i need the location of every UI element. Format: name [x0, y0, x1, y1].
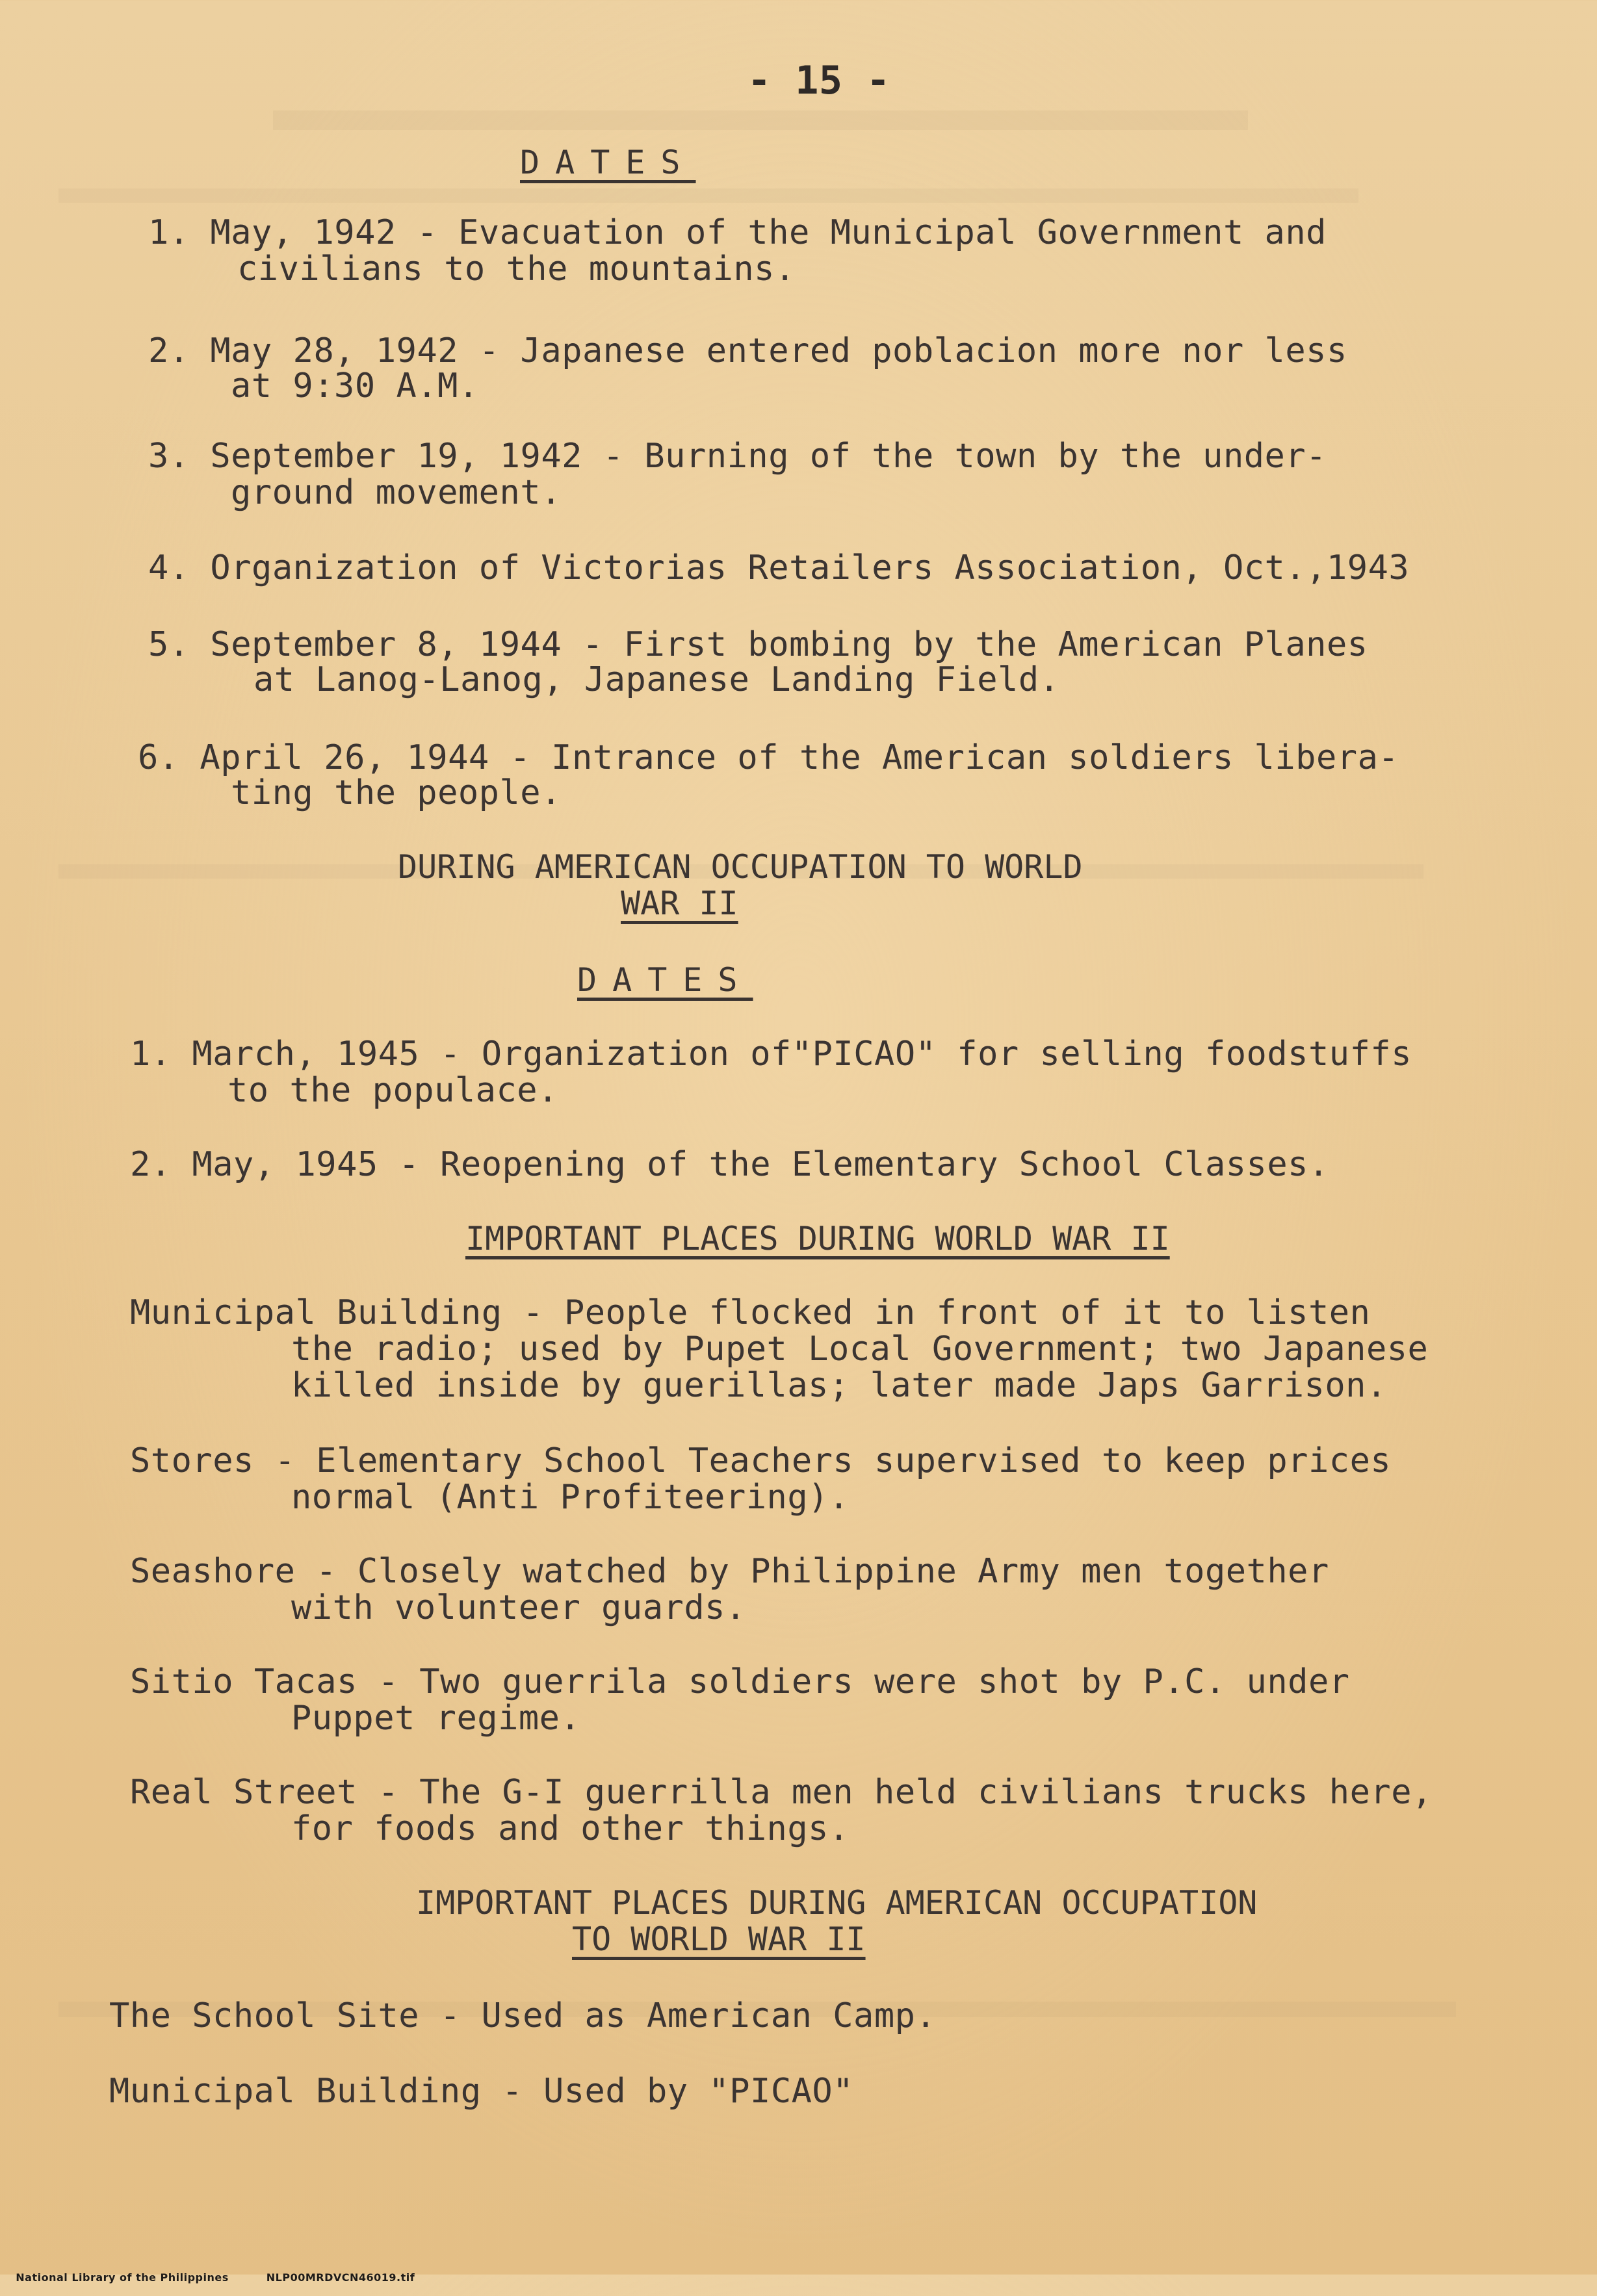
section4-title-line2: TO WORLD WAR II [572, 1920, 866, 1958]
section2-title-line1: DURING AMERICAN OCCUPATION TO WORLD [398, 848, 1083, 886]
section3-item-4-line2: Puppet regime. [291, 1699, 581, 1738]
section1-item-4-line1: 4. Organization of Victorias Retailers Association, Oct.,1943 [148, 548, 1410, 587]
section2-item-1-line2: to the populace. [227, 1071, 558, 1110]
bleed-through-texture [273, 110, 1248, 130]
section3-item-3-line2: with volunteer guards. [291, 1588, 746, 1627]
section3-item-2-line1: Stores - Elementary School Teachers supervised to keep prices [130, 1441, 1392, 1480]
section3-title: IMPORTANT PLACES DURING WORLD WAR II [465, 1220, 1170, 1258]
section2-title-line2: WAR II [621, 884, 738, 922]
section1-item-2-line2: at 9:30 A.M. [231, 367, 479, 406]
section1-item-5-line1: 5. September 8, 1944 - First bombing by the American Planes [148, 625, 1368, 664]
section4-item-2: Municipal Building - Used by "PICAO" [109, 2072, 854, 2111]
section1-item-1-line2: civilians to the mountains. [237, 250, 796, 289]
section3-item-1-line3: killed inside by guerillas; later made Japs Garrison. [291, 1366, 1387, 1405]
section1-item-2-line1: 2. May 28, 1942 - Japanese entered poblacion more nor less [148, 331, 1347, 370]
bleed-through-texture [58, 188, 1358, 203]
section1-item-3-line2: ground movement. [231, 473, 562, 512]
footer-library-name: National Library of the Philippines [16, 2271, 229, 2284]
scan-footer [0, 2259, 452, 2296]
section4-title-line1: IMPORTANT PLACES DURING AMERICAN OCCUPATION [416, 1884, 1258, 1922]
section1-item-3-line1: 3. September 19, 1942 - Burning of the town by the under- [148, 437, 1327, 476]
section1-item-6-line1: 6. April 26, 1944 - Intrance of the American soldiers libera- [138, 738, 1399, 777]
page-number: - 15 - [747, 58, 890, 103]
section1-item-1-line1: 1. May, 1942 - Evacuation of the Municipal Government and [148, 213, 1327, 252]
section2-item-2-line1: 2. May, 1945 - Reopening of the Elementary School Classes. [130, 1145, 1329, 1184]
section3-item-4-line1: Sitio Tacas - Two guerrila soldiers were shot by P.C. under [130, 1662, 1350, 1701]
section1-item-6-line2: ting the people. [231, 773, 562, 812]
section3-item-3-line1: Seashore - Closely watched by Philippine Army men together [130, 1552, 1329, 1591]
section2-heading: DATES [577, 961, 753, 999]
section3-item-1-line1: Municipal Building - People flocked in front of it to listen [130, 1293, 1371, 1332]
section2-item-1-line1: 1. March, 1945 - Organization of"PICAO" for selling foodstuffs [130, 1035, 1412, 1074]
section3-item-2-line2: normal (Anti Profiteering). [291, 1478, 850, 1517]
section4-item-1: The School Site - Used as American Camp. [109, 1996, 937, 2035]
section3-item-1-line2: the radio; used by Pupet Local Government; two Japanese [291, 1330, 1429, 1369]
section3-item-5-line1: Real Street - The G-I guerrilla men held civilians trucks here, [130, 1773, 1433, 1812]
section1-heading: DATES [520, 144, 696, 181]
section3-item-5-line2: for foods and other things. [291, 1809, 850, 1848]
footer-filename: NLP00MRDVCN46019.tif [266, 2271, 415, 2284]
section1-item-5-line2: at Lanog-Lanog, Japanese Landing Field. [253, 660, 1060, 699]
